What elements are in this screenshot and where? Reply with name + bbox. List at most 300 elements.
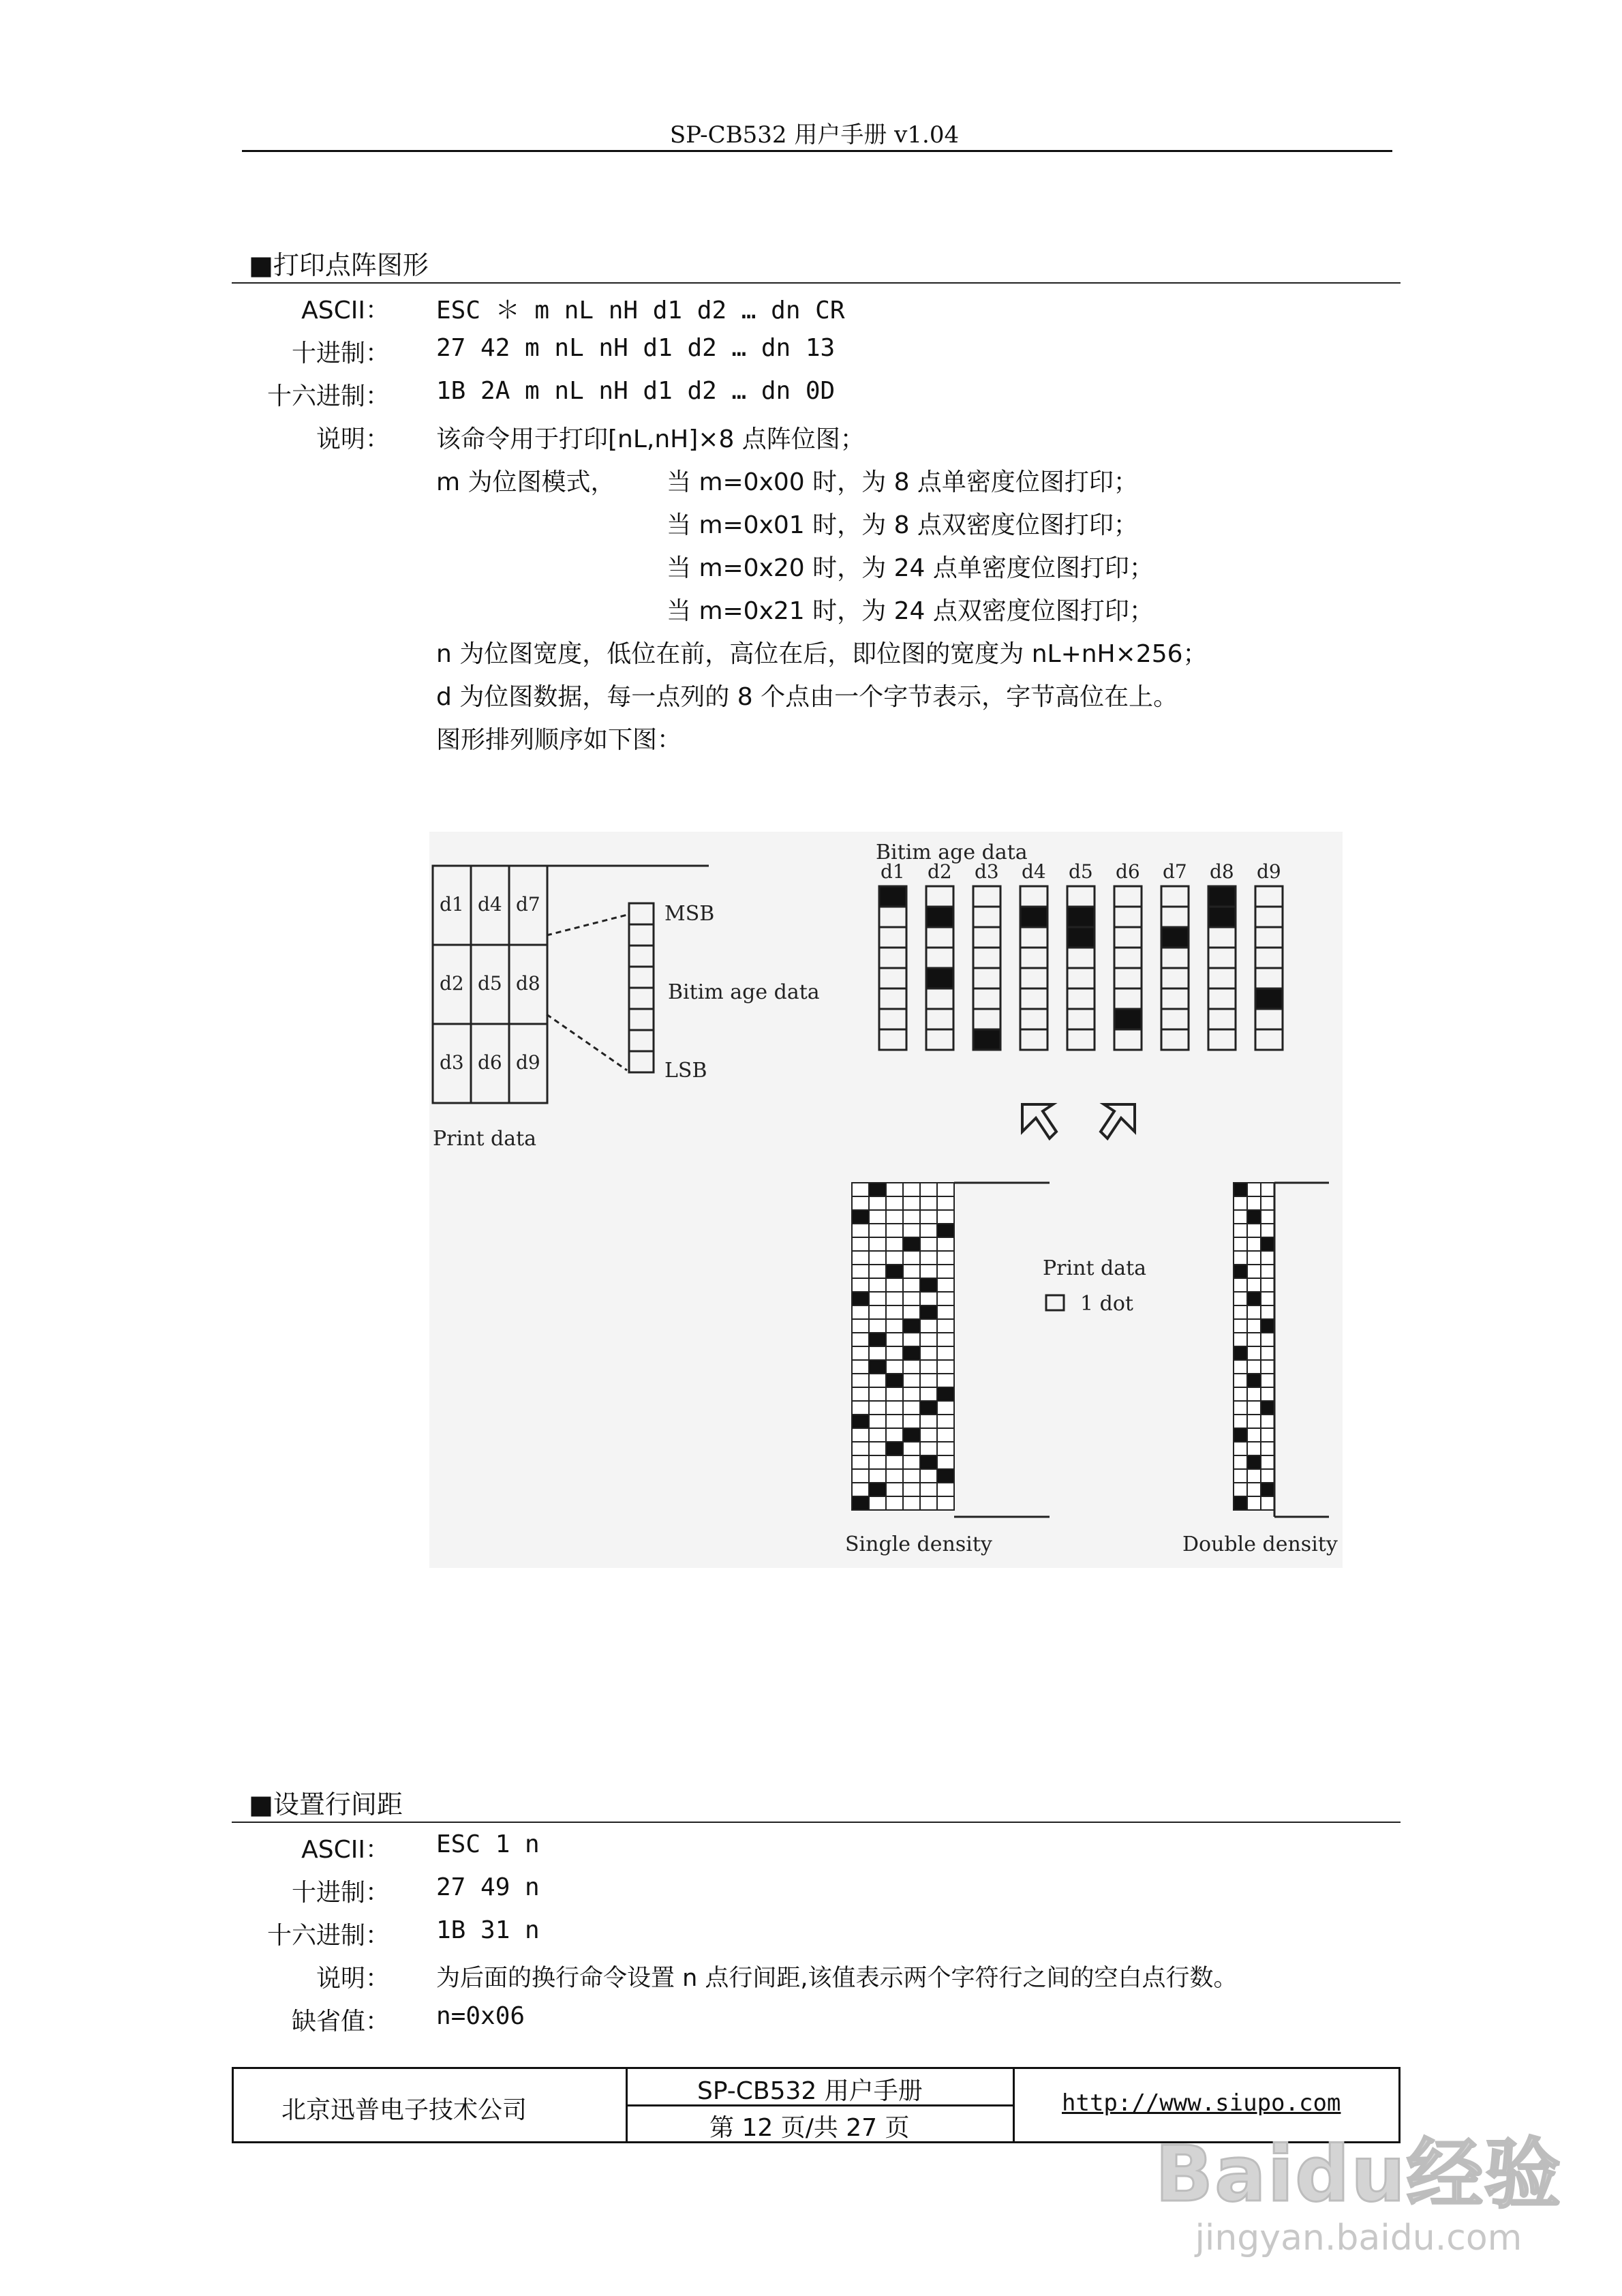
print-grid-label: d8: [516, 972, 540, 995]
bitimage-dot: [1255, 968, 1283, 988]
double-density-dot: [1261, 1483, 1274, 1496]
double-density-dot: [1247, 1319, 1261, 1333]
label-ascii: ASCII：: [301, 297, 390, 324]
single-density-dot: [852, 1196, 869, 1210]
bitimage-top-label: Bitim age data: [876, 841, 1028, 864]
single-density-dot: [903, 1210, 920, 1224]
single-density-dot: [886, 1251, 903, 1265]
single-density-dot: [937, 1251, 954, 1265]
single-density-dot: [869, 1278, 886, 1292]
byte-bit-cell: [629, 967, 654, 988]
bitimage-dot: [1208, 988, 1236, 1009]
bitimage-dot: [1255, 948, 1283, 968]
double-density-dot: [1247, 1237, 1261, 1251]
double-density-grid: [1234, 1183, 1274, 1510]
single-density-dot: [852, 1346, 869, 1360]
single-density-dot: [937, 1183, 954, 1196]
single-density-dot: [937, 1224, 954, 1237]
label-hex: 十六进制：: [266, 382, 390, 410]
bitimage-dot: [1208, 907, 1236, 927]
single-density-dot: [852, 1387, 869, 1401]
byte-bit-cell: [629, 946, 654, 967]
mode-line: 当 m=0x21 时，为 24 点双密度位图打印；: [667, 597, 1154, 625]
double-density-dot: [1261, 1415, 1274, 1428]
label-hex: 十六进制：: [266, 1922, 390, 1950]
bitimage-dot: [1161, 988, 1189, 1009]
single-density-dot: [886, 1469, 903, 1483]
single-density-dot: [886, 1442, 903, 1455]
single-density-dot: [937, 1346, 954, 1360]
double-density-dot: [1247, 1210, 1261, 1224]
single-density-dot: [852, 1292, 869, 1305]
double-density-dot: [1247, 1224, 1261, 1237]
bitimage-dot: [1208, 1029, 1236, 1050]
bitimage-column-label: d8: [1210, 860, 1234, 883]
bitimage-column-label: d2: [928, 860, 952, 883]
single-density-dot: [886, 1237, 903, 1251]
single-density-dot: [852, 1496, 869, 1510]
single-density-dot: [937, 1442, 954, 1455]
double-density-dot: [1234, 1483, 1247, 1496]
single-density-dot: [920, 1469, 937, 1483]
double-density-dot: [1261, 1224, 1274, 1237]
double-density-dot: [1261, 1210, 1274, 1224]
single-density-dot: [920, 1210, 937, 1224]
single-density-dot: [920, 1333, 937, 1346]
single-density-dot: [869, 1292, 886, 1305]
single-density-dot: [937, 1292, 954, 1305]
legend-dot-square: [1046, 1295, 1064, 1310]
note-line: n 为位图宽度，低位在前，高位在后，即位图的宽度为 nL+nH×256；: [436, 640, 1208, 668]
bitimage-dot: [1161, 968, 1189, 988]
watermark-url: jingyan.baidu.com: [1195, 2218, 1522, 2259]
single-density-dot: [852, 1428, 869, 1442]
single-density-dot: [937, 1305, 954, 1319]
header-rule: [242, 150, 1392, 152]
single-density-dot: [886, 1333, 903, 1346]
bitimage-dot: [1067, 1009, 1095, 1029]
bitimage-dot: [1208, 886, 1236, 907]
footer-company: 北京迅普电子技术公司: [281, 2096, 527, 2124]
label-decimal: 十进制：: [291, 339, 390, 367]
single-density-dot: [869, 1401, 886, 1415]
legend-dot-label: 1 dot: [1080, 1292, 1133, 1316]
double-density-dot: [1247, 1292, 1261, 1305]
double-density-dot: [1234, 1442, 1247, 1455]
single-density-dot: [886, 1387, 903, 1401]
value-hex: 1B 2A m nL nH d1 d2 … dn 0D: [436, 377, 836, 405]
single-density-dot: [869, 1196, 886, 1210]
bitimage-dot: [1020, 886, 1047, 907]
bitimage-dot: [973, 948, 1000, 968]
double-density-dot: [1247, 1387, 1261, 1401]
label-default: 缺省值：: [291, 2008, 390, 2036]
double-density-dot: [1261, 1428, 1274, 1442]
bitimage-dot: [1255, 988, 1283, 1009]
byte-bit-cell: [629, 903, 654, 924]
bitimage-column-label: d1: [881, 860, 905, 883]
single-density-dot: [920, 1415, 937, 1428]
bitimage-column-label: d6: [1116, 860, 1140, 883]
double-density-dot: [1234, 1387, 1247, 1401]
bitimage-dot: [1161, 927, 1189, 948]
single-density-dot: [886, 1455, 903, 1469]
bitmap-diagram: [429, 832, 1343, 1568]
single-density-dot: [869, 1469, 886, 1483]
single-density-dot: [869, 1346, 886, 1360]
double-density-dot: [1261, 1455, 1274, 1469]
single-density-dot: [920, 1442, 937, 1455]
single-density-dot: [920, 1237, 937, 1251]
single-density-dot: [852, 1224, 869, 1237]
bitimage-dot: [879, 907, 906, 927]
bitimage-dot: [879, 1009, 906, 1029]
double-density-dot: [1247, 1428, 1261, 1442]
value-hex: 1B 31 n: [436, 1916, 540, 1944]
bitimage-dot: [879, 886, 906, 907]
bitmap-figure: [429, 832, 1343, 1568]
single-density-dot: [903, 1415, 920, 1428]
bitimage-dot: [1208, 948, 1236, 968]
single-density-dot: [937, 1415, 954, 1428]
byte-bit-cell: [629, 924, 654, 946]
single-density-dot: [886, 1265, 903, 1278]
value-decimal: 27 42 m nL nH d1 d2 … dn 13: [436, 334, 836, 362]
bitimage-dot: [1114, 886, 1142, 907]
double-density-dot: [1247, 1496, 1261, 1510]
bitimage-dot: [1255, 886, 1283, 907]
double-density-dot: [1261, 1360, 1274, 1374]
label-ascii: ASCII：: [301, 1836, 390, 1864]
value-description: 该命令用于打印[nL,nH]×8 点阵位图；: [436, 425, 865, 453]
print-grid-label: d1: [440, 893, 464, 916]
double-density-dot: [1234, 1319, 1247, 1333]
bitimage-dot: [1020, 1009, 1047, 1029]
double-density-dot: [1261, 1469, 1274, 1483]
single-density-dot: [937, 1265, 954, 1278]
bitimage-dot: [973, 1009, 1000, 1029]
bitimage-dot: [1255, 1029, 1283, 1050]
single-density-dot: [886, 1210, 903, 1224]
bitimage-dot: [1067, 948, 1095, 968]
bitimage-dot: [1020, 927, 1047, 948]
bitimage-dot: [973, 1029, 1000, 1050]
bitimage-columns: [879, 860, 1283, 1050]
bitimage-column-label: d4: [1022, 860, 1046, 883]
single-density-dot: [869, 1455, 886, 1469]
label-decimal: 十进制：: [291, 1879, 390, 1907]
double-density-dot: [1261, 1387, 1274, 1401]
bitimage-dot: [926, 907, 953, 927]
double-density-dot: [1261, 1305, 1274, 1319]
mode-line: 当 m=0x20 时，为 24 点单密度位图打印；: [667, 554, 1154, 582]
double-density-dot: [1261, 1237, 1274, 1251]
single-density-dot: [886, 1319, 903, 1333]
bitimage-dot: [1114, 927, 1142, 948]
bitimage-dot: [1020, 968, 1047, 988]
double-density-dot: [1247, 1401, 1261, 1415]
single-density-dot: [869, 1265, 886, 1278]
double-density-dot: [1247, 1196, 1261, 1210]
bitimage-dot: [1020, 988, 1047, 1009]
section-rule-line-spacing: [232, 1822, 1401, 1823]
single-density-dot: [903, 1278, 920, 1292]
double-density-dot: [1234, 1251, 1247, 1265]
single-density-dot: [869, 1442, 886, 1455]
footer-manual: SP-CB532 用户手册: [697, 2077, 923, 2105]
single-density-dot: [886, 1401, 903, 1415]
arrow-down-left-icon: [1101, 1104, 1135, 1138]
single-density-dot: [937, 1428, 954, 1442]
single-density-dot: [852, 1415, 869, 1428]
single-density-dot: [903, 1333, 920, 1346]
byte-bit-cell: [629, 1009, 654, 1030]
double-density-dot: [1234, 1183, 1247, 1196]
double-density-dot: [1234, 1224, 1247, 1237]
single-density-dot: [886, 1305, 903, 1319]
single-density-dot: [937, 1196, 954, 1210]
double-density-dot: [1261, 1183, 1274, 1196]
footer-url-link[interactable]: http://www.siupo.com: [1062, 2089, 1341, 2117]
single-density-dot: [886, 1428, 903, 1442]
double-density-dot: [1247, 1360, 1261, 1374]
print-grid-label: d2: [440, 972, 464, 995]
single-density-dot: [937, 1496, 954, 1510]
section-title-bitmap: ■打印点阵图形: [249, 250, 429, 280]
watermark-brand: Baidu经验: [1154, 2130, 1562, 2219]
single-density-dot: [903, 1360, 920, 1374]
double-density-dot: [1234, 1360, 1247, 1374]
bitimage-dot: [879, 1029, 906, 1050]
bitimage-column-label: d9: [1257, 860, 1281, 883]
single-density-dot: [886, 1496, 903, 1510]
print-data-label: Print data: [433, 1127, 537, 1151]
single-density-dot: [852, 1251, 869, 1265]
byte-bit-cell: [629, 1051, 654, 1072]
bitimage-dot: [1067, 1029, 1095, 1050]
double-density-dot: [1234, 1305, 1247, 1319]
double-density-dot: [1234, 1428, 1247, 1442]
single-density-dot: [903, 1305, 920, 1319]
double-density-dot: [1247, 1442, 1261, 1455]
lsb-label: LSB: [664, 1059, 707, 1083]
double-density-dot: [1261, 1401, 1274, 1415]
single-density-dot: [869, 1237, 886, 1251]
bitimage-dot: [973, 927, 1000, 948]
single-density-dot: [937, 1401, 954, 1415]
bitimage-dot: [1208, 968, 1236, 988]
double-density-dot: [1261, 1442, 1274, 1455]
single-density-dot: [920, 1496, 937, 1510]
single-density-dot: [920, 1183, 937, 1196]
single-density-dot: [920, 1265, 937, 1278]
lsb-connector: [547, 1014, 627, 1070]
note-line: 图形排列顺序如下图：: [436, 726, 682, 754]
double-density-dot: [1247, 1305, 1261, 1319]
double-density-dot: [1247, 1346, 1261, 1360]
single-density-dot: [852, 1319, 869, 1333]
bitimage-dot: [1114, 907, 1142, 927]
single-density-dot: [920, 1360, 937, 1374]
double-density-dot: [1234, 1496, 1247, 1510]
single-density-dot: [869, 1483, 886, 1496]
double-density-dot: [1247, 1374, 1261, 1387]
single-density-dot: [852, 1455, 869, 1469]
double-density-dot: [1234, 1333, 1247, 1346]
bitimage-dot: [879, 948, 906, 968]
single-density-dot: [852, 1483, 869, 1496]
single-density-dot: [852, 1237, 869, 1251]
single-density-dot: [869, 1415, 886, 1428]
bitimage-dot: [1161, 907, 1189, 927]
bitimage-dot: [973, 988, 1000, 1009]
single-density-dot: [937, 1278, 954, 1292]
bitimage-dot: [1161, 1029, 1189, 1050]
single-density-dot: [903, 1237, 920, 1251]
print-data-grid: [433, 866, 547, 1103]
double-density-dot: [1247, 1278, 1261, 1292]
bitimage-dot: [1114, 1029, 1142, 1050]
single-density-dot: [886, 1483, 903, 1496]
double-density-dot: [1234, 1455, 1247, 1469]
single-density-dot: [920, 1196, 937, 1210]
bitimage-dot: [926, 927, 953, 948]
single-density-dot: [920, 1401, 937, 1415]
bitimage-dot: [926, 1029, 953, 1050]
single-density-dot: [886, 1360, 903, 1374]
single-density-dot: [920, 1278, 937, 1292]
byte-column: [629, 903, 654, 1072]
single-density-dot: [920, 1374, 937, 1387]
single-density-dot: [852, 1278, 869, 1292]
single-density-dot: [920, 1251, 937, 1265]
value-decimal: 27 49 n: [436, 1873, 540, 1901]
bitimage-column-label: d7: [1163, 860, 1187, 883]
double-density-dot: [1247, 1415, 1261, 1428]
single-density-dot: [903, 1251, 920, 1265]
single-density-dot: [886, 1278, 903, 1292]
double-density-dot: [1247, 1183, 1261, 1196]
single-density-dot: [903, 1483, 920, 1496]
single-density-dot: [852, 1333, 869, 1346]
single-density-dot: [937, 1374, 954, 1387]
print-grid-label: d3: [440, 1051, 464, 1074]
bitimage-dot: [926, 1009, 953, 1029]
double-density-dot: [1234, 1415, 1247, 1428]
bitimage-dot: [1067, 886, 1095, 907]
single-density-dot: [852, 1265, 869, 1278]
single-density-dot: [937, 1333, 954, 1346]
double-density-dot: [1261, 1278, 1274, 1292]
section-title-line-spacing: ■设置行间距: [249, 1789, 403, 1819]
double-density-label: Double density: [1182, 1532, 1338, 1556]
single-density-dot: [920, 1483, 937, 1496]
bitimage-dot: [1255, 1009, 1283, 1029]
single-density-dot: [903, 1196, 920, 1210]
single-density-dot: [903, 1469, 920, 1483]
double-density-dot: [1234, 1292, 1247, 1305]
single-density-dot: [903, 1224, 920, 1237]
single-density-dot: [920, 1387, 937, 1401]
single-density-dot: [869, 1387, 886, 1401]
double-density-dot: [1234, 1469, 1247, 1483]
single-density-dot: [886, 1374, 903, 1387]
bitimage-dot: [1255, 907, 1283, 927]
print-grid-label: d7: [516, 893, 540, 916]
single-density-dot: [852, 1442, 869, 1455]
single-density-dot: [869, 1374, 886, 1387]
single-density-dot: [852, 1469, 869, 1483]
bitimage-dot: [973, 907, 1000, 927]
double-density-dot: [1234, 1346, 1247, 1360]
print-grid-label: d9: [516, 1051, 540, 1074]
single-density-dot: [852, 1305, 869, 1319]
single-density-dot: [852, 1183, 869, 1196]
single-density-dot: [920, 1346, 937, 1360]
print-grid-label: d4: [478, 893, 502, 916]
single-density-dot: [869, 1360, 886, 1374]
bitimage-dot: [1255, 927, 1283, 948]
page-header: SP-CB532 用户手册 v1.04: [669, 121, 960, 149]
single-density-dot: [920, 1319, 937, 1333]
single-density-dot: [869, 1210, 886, 1224]
single-density-dot: [869, 1319, 886, 1333]
single-density-dot: [937, 1210, 954, 1224]
single-density-dot: [903, 1374, 920, 1387]
bitimage-dot: [1067, 968, 1095, 988]
single-density-dot: [903, 1496, 920, 1510]
double-density-dot: [1247, 1455, 1261, 1469]
double-density-dot: [1261, 1333, 1274, 1346]
single-density-dot: [920, 1428, 937, 1442]
bitimage-dot: [926, 948, 953, 968]
single-density-dot: [869, 1496, 886, 1510]
bitimage-column-label: d5: [1069, 860, 1093, 883]
bitimage-dot: [1114, 988, 1142, 1009]
single-density-dot: [903, 1442, 920, 1455]
bitimage-dot: [1067, 988, 1095, 1009]
single-density-dot: [852, 1374, 869, 1387]
bitimage-dot: [1161, 886, 1189, 907]
single-density-dot: [886, 1346, 903, 1360]
bitimage-dot: [1067, 907, 1095, 927]
single-density-dot: [937, 1387, 954, 1401]
single-density-dot: [903, 1455, 920, 1469]
print-grid-label: d5: [478, 972, 502, 995]
single-density-dot: [903, 1401, 920, 1415]
single-density-dot: [869, 1428, 886, 1442]
bitimage-dot: [1020, 907, 1047, 927]
bitimage-dot: [879, 968, 906, 988]
double-density-dot: [1234, 1278, 1247, 1292]
single-density-dot: [869, 1251, 886, 1265]
mode-line: 当 m=0x00 时，为 8 点单密度位图打印；: [667, 468, 1138, 496]
bitimage-dot: [1161, 948, 1189, 968]
single-density-dot: [903, 1319, 920, 1333]
double-density-dot: [1261, 1496, 1274, 1510]
single-density-dot: [937, 1319, 954, 1333]
print-grid-label: d6: [478, 1051, 502, 1074]
single-density-dot: [920, 1455, 937, 1469]
single-density-dot: [920, 1224, 937, 1237]
value-ascii: ESC ＊ m nL nH d1 d2 … dn CR: [436, 297, 845, 324]
bitimage-dot: [1208, 1009, 1236, 1029]
single-density-dot: [852, 1210, 869, 1224]
single-density-dot: [903, 1265, 920, 1278]
single-density-grid: [852, 1183, 954, 1510]
double-density-dot: [1234, 1401, 1247, 1415]
mode-prefix: m 为位图模式，: [436, 468, 615, 496]
